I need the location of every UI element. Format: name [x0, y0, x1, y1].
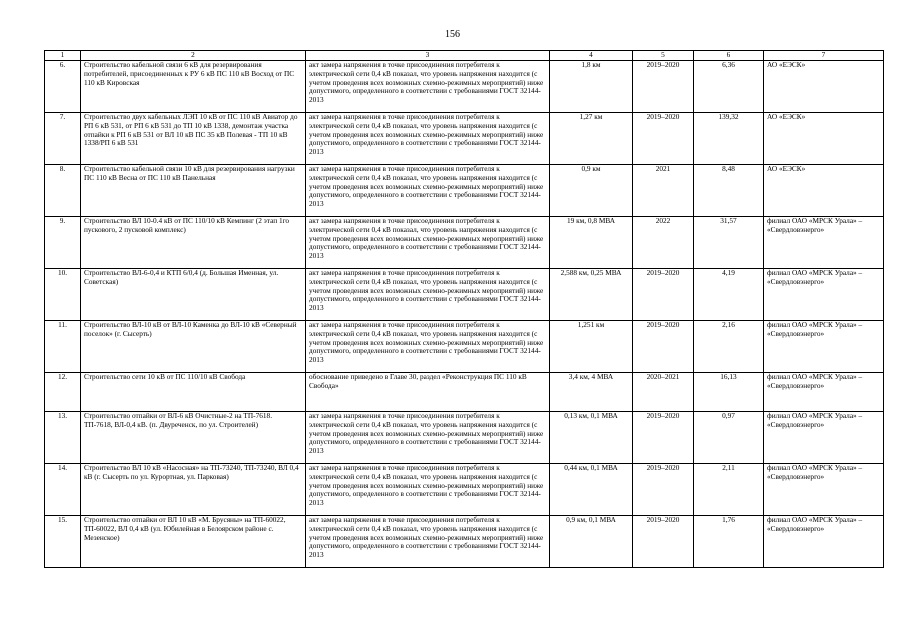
row-number-cell: 13. [45, 412, 81, 464]
project-name-cell: Строительство ВЛ 10-0.4 кВ от ПС 110/10 кВ Кемпинг (2 этап 1го пускового, 2 пусковой комплекс) [81, 217, 306, 269]
table-row [45, 464, 884, 516]
project-name-cell: Строительство кабельной связи 10 кВ для резервирования нагрузки ПС 110 кВ Весна от ПС 110 кВ Панельная [81, 165, 306, 217]
table-row [45, 516, 884, 568]
cost-cell: 0,97 [694, 412, 764, 464]
organization-cell: филиал ОАО «МРСК Урала» – «Свердловэнерго» [764, 412, 884, 464]
justification-cell: акт замера напряжения в точке присоединения потребителя к электрической сети 0,4 кВ показал, что уровень напряжения находится (с учетом проведения всех возможных схемно-режимных мероприятий) ниже допустимого, определенного в соответствии с требованиями ГОСТ 32144-2013 [306, 516, 550, 568]
capacity-cell: 19 км, 0,8 МВА [550, 217, 633, 269]
capacity-cell: 2,588 км, 0,25 МВА [550, 269, 633, 321]
project-name-cell: Строительство отпайки от ВЛ 10 кВ «М. Брусяны» на ТП-60022, ТП-60022, ВЛ 0,4 кВ (ул. Юбилейная в Белоярском районе с. Мезенское) [81, 516, 306, 568]
cost-cell: 8,48 [694, 165, 764, 217]
row-number-cell: 14. [45, 464, 81, 516]
organization-cell: филиал ОАО «МРСК Урала» – «Свердловэнерго» [764, 217, 884, 269]
project-name-cell: Строительство кабельной связи 6 кВ для резервирования потребителей, присоединенных к РУ 6 кВ ПС 110 кВ Восход от ПС 110 кВ Кировская [81, 61, 306, 113]
column-header: 1 [45, 51, 81, 61]
organization-cell: филиал ОАО «МРСК Урала» – «Свердловэнерго» [764, 464, 884, 516]
table-row [45, 165, 884, 217]
cost-cell: 4,19 [694, 269, 764, 321]
justification-cell: акт замера напряжения в точке присоединения потребителя к электрической сети 0,4 кВ показал, что уровень напряжения находится (с учетом проведения всех возможных схемно-режимных мероприятий) ниже допустимого, определенного в соответствии с требованиями ГОСТ 32144-2013 [306, 412, 550, 464]
cost-cell: 6,36 [694, 61, 764, 113]
project-name-cell: Строительство ВЛ 10 кВ «Насосная» на ТП-73240, ТП-73240, ВЛ 0,4 кВ (г. Сысерть по ул. Курортная, ул. Парковая) [81, 464, 306, 516]
table-row [45, 61, 884, 113]
capacity-cell: 1,8 км [550, 61, 633, 113]
project-name-cell: Строительство ВЛ-10 кВ от ВЛ-10 Каменка до ВЛ-10 кВ «Северный поселок» (г. Сысерть) [81, 321, 306, 373]
row-number-cell: 7. [45, 113, 81, 165]
period-cell: 2019–2020 [633, 269, 694, 321]
capacity-cell: 0,44 км, 0,1 МВА [550, 464, 633, 516]
table-row [45, 412, 884, 464]
justification-cell: акт замера напряжения в точке присоединения потребителя к электрической сети 0,4 кВ показал, что уровень напряжения находится (с учетом проведения всех возможных схемно-режимных мероприятий) ниже допустимого, определенного в соответствии с требованиями ГОСТ 32144-2013 [306, 464, 550, 516]
table-row [45, 217, 884, 269]
period-cell: 2019–2020 [633, 113, 694, 165]
column-header: 2 [81, 51, 306, 61]
period-cell: 2019–2020 [633, 321, 694, 373]
project-name-cell: Строительство сети 10 кВ от ПС 110/10 кВ Свобода [81, 373, 306, 412]
cost-cell: 139,32 [694, 113, 764, 165]
period-cell: 2019–2020 [633, 412, 694, 464]
organization-cell: филиал ОАО «МРСК Урала» – «Свердловэнерго» [764, 373, 884, 412]
column-header: 7 [764, 51, 884, 61]
column-header: 6 [694, 51, 764, 61]
table-row [45, 321, 884, 373]
table-row [45, 269, 884, 321]
table-row [45, 373, 884, 412]
row-number-cell: 8. [45, 165, 81, 217]
cost-cell: 1,76 [694, 516, 764, 568]
justification-cell: обоснование приведено в Главе 30, раздел «Реконструкция ПС 110 кВ Свобода» [306, 373, 550, 412]
organization-cell: АО «ЕЭСК» [764, 113, 884, 165]
period-cell: 2022 [633, 217, 694, 269]
organization-cell: АО «ЕЭСК» [764, 165, 884, 217]
justification-cell: акт замера напряжения в точке присоединения потребителя к электрической сети 0,4 кВ показал, что уровень напряжения находится (с учетом проведения всех возможных схемно-режимных мероприятий) ниже допустимого, определенного в соответствии с требованиями ГОСТ 32144-2013 [306, 61, 550, 113]
column-header: 3 [306, 51, 550, 61]
project-name-cell: Строительство двух кабельных ЛЭП 10 кВ от ПС 110 кВ Авиатор до РП 6 кВ 531, от РП 6 кВ 531 до ТП 10 кВ 1338, демонтаж участка отпайки к РП 6 кВ 531 от ВЛ 10 кВ ПС 35 кВ Полевая - ТП 10 кВ 1338/РП 6 кВ 531 [81, 113, 306, 165]
page-number: 156 [445, 29, 460, 40]
capacity-cell: 0,13 км, 0,1 МВА [550, 412, 633, 464]
column-header: 5 [633, 51, 694, 61]
table-body [45, 61, 884, 568]
row-number-cell: 9. [45, 217, 81, 269]
organization-cell: АО «ЕЭСК» [764, 61, 884, 113]
period-cell: 2021 [633, 165, 694, 217]
organization-cell: филиал ОАО «МРСК Урала» – «Свердловэнерго» [764, 269, 884, 321]
justification-cell: акт замера напряжения в точке присоединения потребителя к электрической сети 0,4 кВ показал, что уровень напряжения находится (с учетом проведения всех возможных схемно-режимных мероприятий) ниже допустимого, определенного в соответствии с требованиями ГОСТ 32144-2013 [306, 217, 550, 269]
capacity-cell: 0,9 км, 0,1 МВА [550, 516, 633, 568]
period-cell: 2020–2021 [633, 373, 694, 412]
capacity-cell: 1,27 км [550, 113, 633, 165]
justification-cell: акт замера напряжения в точке присоединения потребителя к электрической сети 0,4 кВ показал, что уровень напряжения находится (с учетом проведения всех возможных схемно-режимных мероприятий) ниже допустимого, определенного в соответствии с требованиями ГОСТ 32144-2013 [306, 165, 550, 217]
justification-cell: акт замера напряжения в точке присоединения потребителя к электрической сети 0,4 кВ показал, что уровень напряжения находится (с учетом проведения всех возможных схемно-режимных мероприятий) ниже допустимого, определенного в соответствии с требованиями ГОСТ 32144-2013 [306, 269, 550, 321]
table-row [45, 113, 884, 165]
justification-cell: акт замера напряжения в точке присоединения потребителя к электрической сети 0,4 кВ показал, что уровень напряжения находится (с учетом проведения всех возможных схемно-режимных мероприятий) ниже допустимого, определенного в соответствии с требованиями ГОСТ 32144-2013 [306, 113, 550, 165]
period-cell: 2019–2020 [633, 61, 694, 113]
row-number-cell: 6. [45, 61, 81, 113]
projects-table [44, 50, 884, 568]
cost-cell: 31,57 [694, 217, 764, 269]
row-number-cell: 11. [45, 321, 81, 373]
organization-cell: филиал ОАО «МРСК Урала» – «Свердловэнерго» [764, 516, 884, 568]
cost-cell: 2,11 [694, 464, 764, 516]
period-cell: 2019–2020 [633, 516, 694, 568]
organization-cell: филиал ОАО «МРСК Урала» – «Свердловэнерго» [764, 321, 884, 373]
capacity-cell: 0,9 км [550, 165, 633, 217]
row-number-cell: 15. [45, 516, 81, 568]
capacity-cell: 3,4 км, 4 МВА [550, 373, 633, 412]
table-header-row [45, 51, 884, 61]
period-cell: 2019–2020 [633, 464, 694, 516]
project-name-cell: Строительство ВЛ-6-0,4 и КТП 6/0,4 (д. Большая Именная, ул. Советская) [81, 269, 306, 321]
cost-cell: 16,13 [694, 373, 764, 412]
cost-cell: 2,16 [694, 321, 764, 373]
project-name-cell: Строительство отпайки от ВЛ-6 кВ Очистные-2 на ТП-7618. ТП-7618, ВЛ-0,4 кВ. (п. Двуреченск, по ул. Строителей) [81, 412, 306, 464]
column-header: 4 [550, 51, 633, 61]
justification-cell: акт замера напряжения в точке присоединения потребителя к электрической сети 0,4 кВ показал, что уровень напряжения находится (с учетом проведения всех возможных схемно-режимных мероприятий) ниже допустимого, определенного в соответствии с требованиями ГОСТ 32144-2013 [306, 321, 550, 373]
capacity-cell: 1,251 км [550, 321, 633, 373]
row-number-cell: 10. [45, 269, 81, 321]
row-number-cell: 12. [45, 373, 81, 412]
